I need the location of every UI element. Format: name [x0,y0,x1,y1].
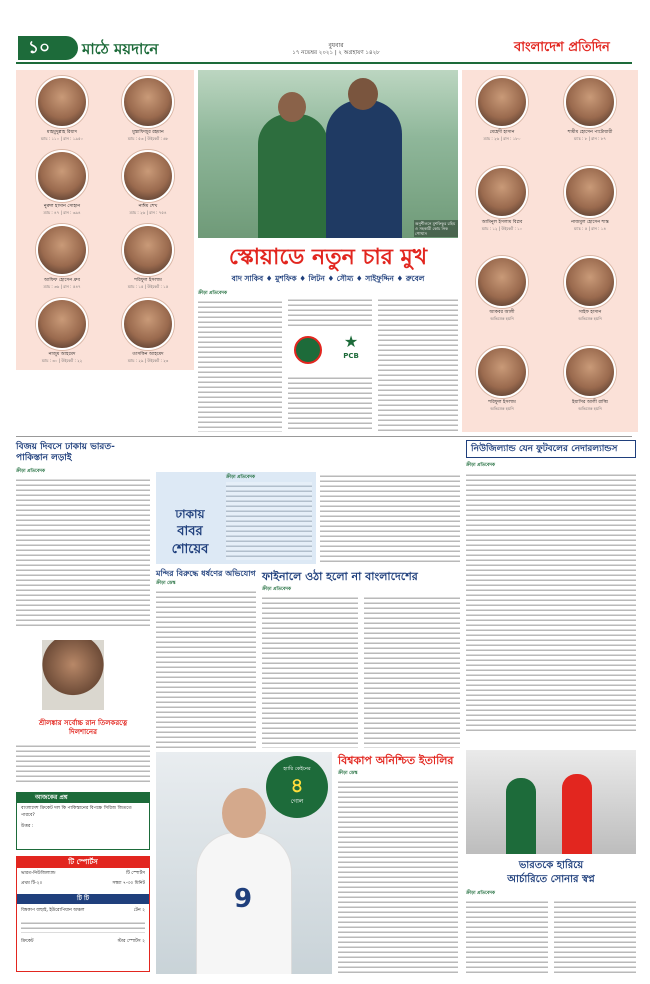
player-photo [564,346,616,398]
bcb-logo [294,336,322,364]
player-name: মুস্তাফিজুর রহমান [132,130,164,135]
player-stat: ম্যাচ : ১২ | উইকেট : ১০ [481,226,523,231]
italy-byline: ক্রীড়া ডেস্ক [338,771,358,776]
player-stat: ম্যাচ : ৩০ | উইকেট : ২২ [41,358,83,363]
tv-row [17,868,149,879]
left-story-photo [42,640,104,710]
player-stat: অভিষেক হয়নি [578,406,602,411]
section-divider [16,436,632,437]
tv-row [17,935,149,948]
goal-badge [266,756,328,818]
left-story-body [16,476,150,626]
player-name: নুরুল হাসান সোহান [43,204,81,209]
left-story-body-2 [16,742,150,782]
player-name: নাজমুল হোসেন শান্ত [571,220,609,225]
tv-channel: টেন ২ [133,908,145,913]
final-headline: ফাইনালে ওঠা হলো না বাংলাদেশের [262,570,418,583]
player-photo [476,256,528,308]
nz-byline: ক্রীড়া প্রতিবেদক [466,463,495,468]
temple-byline: ক্রীড়া ডেস্ক [156,581,176,586]
player-stat: ম্যাচ : ১১০ | রান : ১৯৫০ [40,136,84,141]
player-photo [476,76,528,128]
day-label: বুধবার [328,42,344,49]
player-photo [476,346,528,398]
player-name: আফিফ হোসেন ধ্রুব [44,278,80,283]
archery-headline-2: আর্চারিতে সোনার স্বপ্ন [507,874,595,885]
player-name: আকবর আলী [489,310,515,315]
player-head [222,788,266,838]
main-photo [198,70,458,238]
poll-answer: উত্তর : [21,824,34,829]
babar-body [226,482,312,560]
tv-channel: টি স্পোর্টস [126,871,145,876]
bcb-pcb-logos [288,330,372,370]
left-story-quote: শ্রীলঙ্কার সর্বোচ্চ রান তিলকরত্নে দিলশানের [38,718,128,736]
player-head [348,78,378,110]
main-story-col-1 [198,298,282,432]
player-photo [36,224,88,276]
jersey-number: 9 [234,884,253,914]
player-head [278,92,306,122]
final-body-2 [364,594,460,748]
date-label: ১৭ নভেম্বর ২০২১ | ২ অগ্রহায়ণ ১৪২৮ [292,50,380,56]
poll-title: আজকের প্রশ্ন [17,793,149,803]
poll-box [16,792,150,850]
player-name: শরিফুল ইসলাম [134,278,162,283]
goal-badge-text-2: গোল [290,798,304,805]
tv-time: সন্ধ্যা ৭-৩০ মিনিট [112,881,145,886]
player-photo [564,166,616,218]
left-player-panel [16,70,194,370]
player-name: নাজুম আহমেদ [48,352,76,357]
main-story-byline: ক্রীড়া প্রতিবেদক [198,291,227,296]
tv-program: প্রথম টি-২০ [21,881,43,886]
section-title: মাঠে ময়দানে [82,40,159,58]
player-name: মেহেদী হাসান [489,130,515,135]
archery-headline-1: ভারতকে হারিয়ে [518,860,584,871]
player-stat: ম্যাচ : ২৬ | রান : ১৮০ [483,136,521,141]
italy-headline: বিশ্বকাপ অনিশ্চিত ইতালির [338,754,454,767]
player-photo [122,224,174,276]
tv-row-filler [21,919,145,933]
player-photo [36,150,88,202]
right-player-panel [462,70,638,432]
brand-logo [514,36,632,60]
babar-headline-1: ঢাকায় [175,507,205,521]
player-stat: ম্যাচ : ৫৩ | উইকেট : ৬৮ [127,136,169,141]
player-photo [36,76,88,128]
brand-name: বাংলাদেশ প্রতিদিন [514,40,610,55]
player-name: তাসকিন আহমেদ [132,352,164,357]
goal-badge-number: ৪ [290,773,304,797]
player-stat: ম্যাচ : ৪৭ | রান : ৩৯৪ [43,210,81,215]
tv-row [17,904,149,917]
player-name: শামীম হোসেন পাটোয়ারী [567,130,613,135]
page-header [16,34,632,64]
player-name: মাহমুদুল্লাহ রিয়াদ [46,130,78,135]
main-story-col-3 [378,296,458,432]
player-photo [564,76,616,128]
photo-caption: অনুশীলনে মুশফিকুর রহিম ও সহকারী কোচ নিক পোথাস [414,220,458,237]
player-stat: ম্যাচ : ৫ | রান : ১৪ [574,226,606,231]
main-subheadline: বাদ সাকিব ♦ মুশফিক ♦ লিটন ♦ সৌম্য ♦ সাইফুদ্দিন ♦ রুবেল [231,274,425,283]
player-stat: ম্যাচ : ২৬ | রান : ৭৫৪ [129,210,167,215]
babar-byline: ক্রীড়া প্রতিবেদক [226,475,255,480]
pcb-label: PCB [343,352,359,360]
player-stat: অভিষেক হয়নি [490,316,514,321]
poll-question: বাংলাদেশ ক্রিকেট দল কি পাকিস্তানের বিপক্ষে সিরিজ জিততে পারবে? [21,806,132,818]
player-photo [122,298,174,350]
italy-body [338,778,458,974]
player-stat: অভিষেক হয়নি [490,406,514,411]
babar-headline-2: বাবর [177,524,203,539]
player-stat: ম্যাচ : ২৯ | উইকেট : ২৩ [127,358,169,363]
archery-byline: ক্রীড়া প্রতিবেদক [466,891,495,896]
player-photo [122,76,174,128]
nz-headline: নিউজিল্যান্ড যেন ফুটবলের নেদারল্যান্ডস [466,440,636,458]
player-stat: অভিষেক হয়নি [578,316,602,321]
nz-body [466,471,636,733]
main-story-col-2b [288,374,372,432]
main-story-col-2 [288,296,372,326]
italy-photo [156,752,332,974]
left-story-byline: ক্রীড়া প্রতিবেদক [16,469,45,474]
player-photo [564,256,616,308]
archery-body-2 [554,898,636,974]
player-photo [122,150,174,202]
pcb-logo: ★ PCB [336,332,366,368]
tv-title-2: টি টি [17,894,149,904]
player-photo [36,298,88,350]
tv-program: ভারত-নিউজিল্যান্ড [21,871,56,876]
player-stat: ম্যাচ : ৩৬ | রান : ৫৪৭ [43,284,81,289]
player-name: নাঈম শেখ [138,204,158,209]
nz-story-box [466,440,636,740]
left-story-headline: বিজয় দিবসে ঢাকায় ভারত-পাকিস্তান লড়াই [16,442,115,463]
babar-headline-3: শোয়েব [171,542,209,557]
temple-headline: মন্দির বিরুদ্ধে ধর্ষণের অভিযোগ [156,568,256,578]
archery-body-1 [466,898,548,974]
final-body-1 [262,594,358,748]
archer-figure [562,774,592,854]
babar-story [156,472,316,564]
final-byline: ক্রীড়া প্রতিবেদক [262,587,291,592]
player-photo [476,166,528,218]
tv-channel: স্টার স্পোর্টস ২ [117,939,145,944]
player-name: ইয়াসির আলী রাব্বি [572,400,608,405]
player-name: শরিফুল ইসলাম [488,400,516,405]
tv-listing [16,856,150,972]
player-stat: ম্যাচ : ৮ | রান : ৮৭ [574,136,606,141]
tv-title: টি স্পোর্টস [17,857,149,868]
archery-photo [466,750,636,854]
goal-badge-text-1: হ্যারি কেইনের [283,766,311,772]
player-name: সাইফ হাসান [578,310,602,315]
tv-program: বিশ্বকাপ বাছাই, ইউরোপিয়ান অঞ্চল [21,908,85,913]
temple-body [156,588,256,748]
player-figure [258,114,328,238]
player-figure [326,100,402,238]
main-headline: স্কোয়াডে নতুন চার মুখ [228,244,428,270]
babar-body-cont [320,472,460,564]
page-number-badge: ১০ [18,36,78,60]
tv-row [17,879,149,888]
archer-figure [506,778,536,854]
player-stat: ম্যাচ : ১৫ | উইকেট : ১৫ [127,284,169,289]
tv-program: ক্রিকেট [21,939,34,944]
player-name: আমিনুল ইসলাম বিপ্লব [481,220,523,225]
